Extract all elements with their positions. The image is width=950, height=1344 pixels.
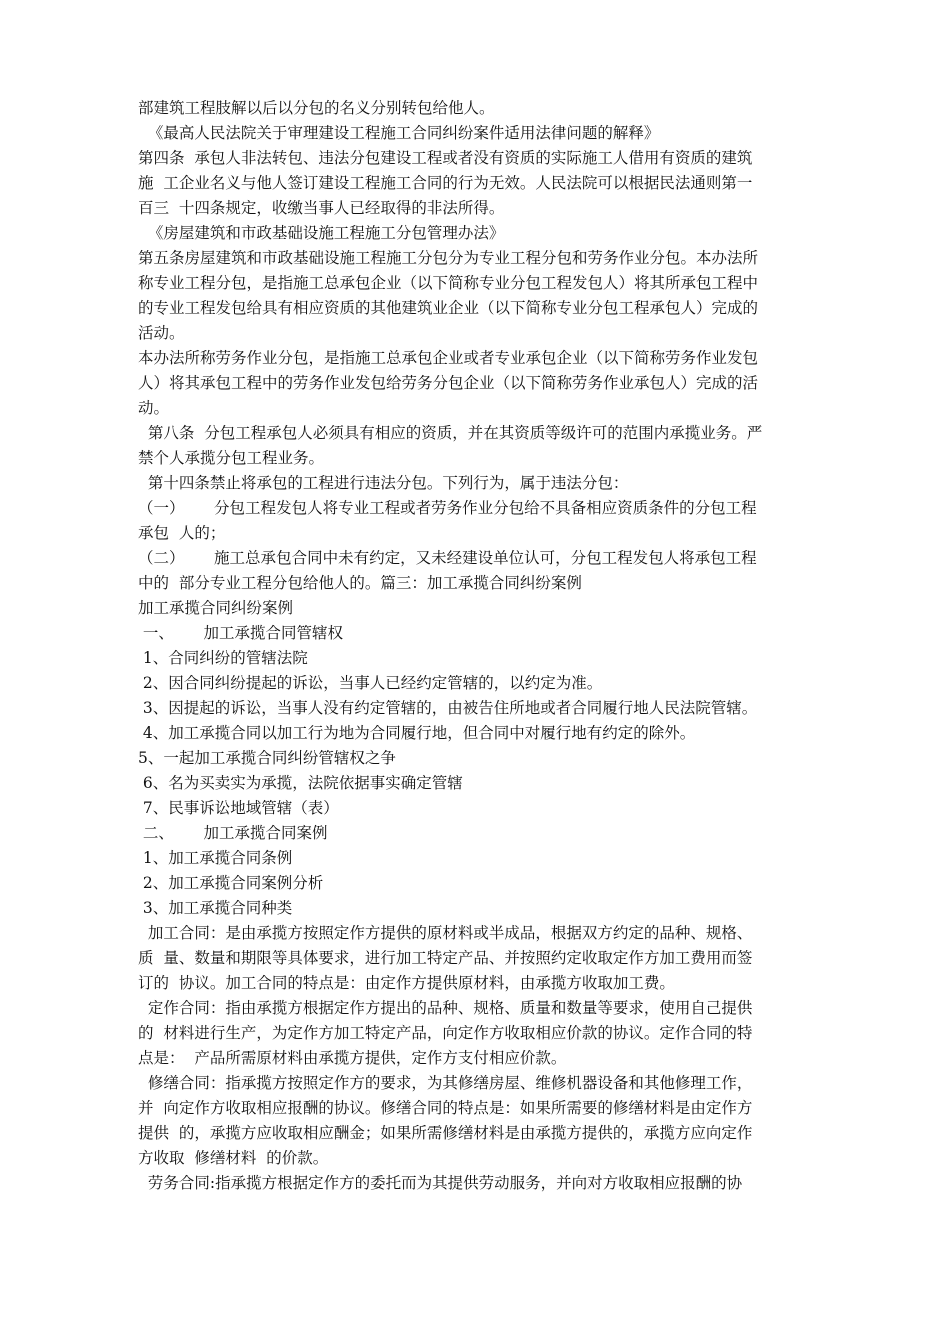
text-line: 第四条 承包人非法转包、违法分包建设工程或者没有资质的实际施工人借用有资质的建筑: [138, 149, 753, 167]
document-body: [138, 96, 824, 1196]
text-line: 1、加工承揽合同条例: [138, 849, 293, 867]
text-line: 中的 部分专业工程分包给他人的。篇三：加工承揽合同纠纷案例: [138, 574, 582, 592]
text-line: 劳务合同:指承揽方根据定作方的委托而为其提供劳动服务，并向对方收取相应报酬的协: [138, 1174, 743, 1192]
text-line: 5、一起加工承揽合同纠纷管辖权之争: [138, 749, 396, 767]
text-line: 4、加工承揽合同以加工行为地为合同履行地，但合同中对履行地有约定的除外。: [138, 724, 696, 742]
text-line: 2、因合同纠纷提起的诉讼，当事人已经约定管辖的，以约定为准。: [138, 674, 603, 692]
text-line: 加工承揽合同纠纷案例: [138, 599, 294, 617]
text-line: 人）将其承包工程中的劳务作业发包给劳务分包企业（以下简称劳务作业承包人）完成的活: [138, 374, 759, 392]
text-line: 活动。: [138, 324, 185, 342]
text-line: 《房屋建筑和市政基础设施工程施工分包管理办法》: [138, 224, 505, 242]
text-line: 3、加工承揽合同种类: [138, 899, 293, 917]
text-line: 修缮合同：指承揽方按照定作方的要求，为其修缮房屋、维修机器设备和其他修理工作，: [138, 1074, 753, 1092]
text-line: 7、民事诉讼地域管辖（表）: [138, 799, 339, 817]
text-line: 二、 加工承揽合同案例: [138, 824, 328, 842]
text-line: 3、因提起的诉讼，当事人没有约定管辖的，由被告住所地或者合同履行地人民法院管辖。: [138, 699, 758, 717]
text-line: 加工合同：是由承揽方按照定作方提供的原材料或半成品，根据双方约定的品种、规格、: [138, 924, 753, 942]
text-line: 施 工企业名义与他人签订建设工程施工合同的行为无效。人民法院可以根据民法通则第一: [138, 174, 753, 192]
text-line: 方收取 修缮材料 的价款。: [138, 1149, 329, 1167]
text-line: 6、名为买卖实为承揽，法院依据事实确定管辖: [138, 774, 463, 792]
text-line: 第五条房屋建筑和市政基础设施工程施工分包分为专业工程分包和劳务作业分包。本办法所: [138, 249, 759, 267]
text-line: 的专业工程发包给具有相应资质的其他建筑业企业（以下简称专业分包工程承包人）完成的: [138, 299, 759, 317]
text-line: 订的 协议。加工合同的特点是：由定作方提供原材料，由承揽方收取加工费。: [138, 974, 675, 992]
text-line: 定作合同：指由承揽方根据定作方提出的品种、规格、质量和数量等要求，使用自己提供: [138, 999, 753, 1017]
text-line: 禁个人承揽分包工程业务。: [138, 449, 325, 467]
text-line: 第八条 分包工程承包人必须具有相应的资质，并在其资质等级许可的范围内承揽业务。严: [138, 424, 763, 442]
text-line: （二） 施工总承包合同中未有约定，又未经建设单位认可，分包工程发包人将承包工程: [138, 549, 757, 567]
text-line: 1、合同纠纷的管辖法院: [138, 649, 308, 667]
text-line: 承包 人的；: [138, 524, 226, 542]
text-line: 第十四条禁止将承包的工程进行违法分包。下列行为，属于违法分包：: [138, 474, 629, 492]
text-line: 的 材料进行生产，为定作方加工特定产品，向定作方收取相应价款的协议。定作合同的特: [138, 1024, 753, 1042]
text-line: 一、 加工承揽合同管辖权: [138, 624, 343, 642]
text-line: （一） 分包工程发包人将专业工程或者劳务作业分包给不具备相应资质条件的分包工程: [138, 499, 757, 517]
text-line: 百三 十四条规定，收缴当事人已经取得的非法所得。: [138, 199, 505, 217]
text-line: 动。: [138, 399, 170, 417]
text-line: 点是： 产品所需原材料由承揽方提供，定作方支付相应价款。: [138, 1049, 567, 1067]
text-line: 并 向定作方收取相应报酬的协议。修缮合同的特点是：如果所需要的修缮材料是由定作方: [138, 1099, 753, 1117]
text-line: 部建筑工程肢解以后以分包的名义分别转包给他人。: [138, 99, 495, 117]
text-line: 2、加工承揽合同案例分析: [138, 874, 324, 892]
text-line: 提供 的，承揽方应收取相应酬金；如果所需修缮材料是由承揽方提供的，承揽方应向定作: [138, 1124, 753, 1142]
text-line: 《最高人民法院关于审理建设工程施工合同纠纷案件适用法律问题的解释》: [138, 124, 660, 142]
text-line: 本办法所称劳务作业分包，是指施工总承包企业或者专业承包企业（以下简称劳务作业发包: [138, 349, 759, 367]
text-line: 称专业工程分包，是指施工总承包企业（以下简称专业分包工程发包人）将其所承包工程中: [138, 274, 759, 292]
text-line: 质 量、数量和期限等具体要求，进行加工特定产品、并按照约定收取定作方加工费用而签: [138, 949, 753, 967]
